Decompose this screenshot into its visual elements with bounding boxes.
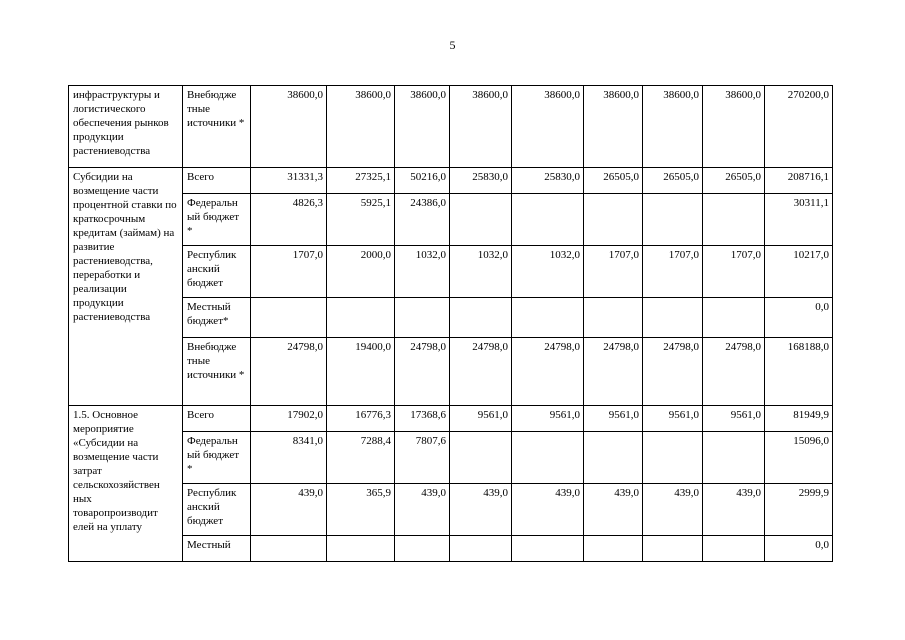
value-cell: [327, 298, 395, 338]
value-cell: [251, 536, 327, 562]
total-cell: 10217,0: [765, 246, 833, 298]
value-cell: 2000,0: [327, 246, 395, 298]
total-cell: 270200,0: [765, 86, 833, 168]
value-cell: 19400,0: [327, 338, 395, 406]
value-cell: 38600,0: [450, 86, 512, 168]
value-cell: 24798,0: [450, 338, 512, 406]
value-cell: 9561,0: [584, 406, 643, 432]
value-cell: [703, 194, 765, 246]
value-cell: 1707,0: [251, 246, 327, 298]
value-cell: 24798,0: [703, 338, 765, 406]
value-cell: [643, 432, 703, 484]
value-cell: 38600,0: [512, 86, 584, 168]
funding-source: Внебюдже тные источники *: [183, 338, 251, 406]
value-cell: [512, 432, 584, 484]
value-cell: 439,0: [584, 484, 643, 536]
value-cell: 27325,1: [327, 168, 395, 194]
value-cell: 24798,0: [643, 338, 703, 406]
funding-source: Местный бюджет*: [183, 298, 251, 338]
value-cell: 7288,4: [327, 432, 395, 484]
value-cell: [643, 194, 703, 246]
value-cell: 38600,0: [584, 86, 643, 168]
value-cell: [703, 536, 765, 562]
value-cell: 9561,0: [450, 406, 512, 432]
value-cell: [584, 194, 643, 246]
total-cell: 0,0: [765, 536, 833, 562]
value-cell: 1707,0: [703, 246, 765, 298]
value-cell: 24798,0: [584, 338, 643, 406]
value-cell: [395, 536, 450, 562]
value-cell: 439,0: [512, 484, 584, 536]
value-cell: [327, 536, 395, 562]
total-cell: 30311,1: [765, 194, 833, 246]
total-cell: 208716,1: [765, 168, 833, 194]
value-cell: 24798,0: [251, 338, 327, 406]
value-cell: 8341,0: [251, 432, 327, 484]
measure-description: инфраструктуры и логистического обеспечения рынков продукции растениеводства: [69, 86, 183, 168]
value-cell: 17368,6: [395, 406, 450, 432]
funding-source: Внебюдже тные источники *: [183, 86, 251, 168]
value-cell: [703, 432, 765, 484]
value-cell: 1707,0: [643, 246, 703, 298]
table-row: [69, 484, 833, 536]
value-cell: 25830,0: [450, 168, 512, 194]
value-cell: [703, 298, 765, 338]
value-cell: 9561,0: [512, 406, 584, 432]
value-cell: [512, 194, 584, 246]
value-cell: 9561,0: [703, 406, 765, 432]
value-cell: [450, 194, 512, 246]
value-cell: 16776,3: [327, 406, 395, 432]
funding-source: Республик анский бюджет: [183, 484, 251, 536]
value-cell: 38600,0: [327, 86, 395, 168]
measure-description: Субсидии на возмещение части процентной ставки по краткосрочным кредитам (займам) на развитие растениеводства, переработки и реализации продукции растениеводства: [69, 168, 183, 406]
funding-source: Всего: [183, 168, 251, 194]
value-cell: 1032,0: [512, 246, 584, 298]
value-cell: 25830,0: [512, 168, 584, 194]
total-cell: 2999,9: [765, 484, 833, 536]
total-cell: 15096,0: [765, 432, 833, 484]
value-cell: [395, 298, 450, 338]
value-cell: 5925,1: [327, 194, 395, 246]
total-cell: 0,0: [765, 298, 833, 338]
value-cell: [643, 536, 703, 562]
table-row: [69, 338, 833, 406]
value-cell: [643, 298, 703, 338]
value-cell: 31331,3: [251, 168, 327, 194]
funding-source: Федеральн ый бюджет *: [183, 432, 251, 484]
value-cell: 24386,0: [395, 194, 450, 246]
value-cell: 26505,0: [643, 168, 703, 194]
total-cell: 81949,9: [765, 406, 833, 432]
funding-source: Федеральн ый бюджет *: [183, 194, 251, 246]
funding-source: Республик анский бюджет: [183, 246, 251, 298]
value-cell: [512, 298, 584, 338]
value-cell: 439,0: [251, 484, 327, 536]
value-cell: 24798,0: [395, 338, 450, 406]
value-cell: 7807,6: [395, 432, 450, 484]
value-cell: [450, 298, 512, 338]
value-cell: 38600,0: [395, 86, 450, 168]
table-row: [69, 246, 833, 298]
table-row: [69, 168, 833, 194]
value-cell: 50216,0: [395, 168, 450, 194]
value-cell: 38600,0: [703, 86, 765, 168]
value-cell: 1032,0: [450, 246, 512, 298]
value-cell: 439,0: [450, 484, 512, 536]
value-cell: [584, 536, 643, 562]
table-row: [69, 194, 833, 246]
funding-source: Местный: [183, 536, 251, 562]
value-cell: [584, 298, 643, 338]
funding-source: Всего: [183, 406, 251, 432]
total-cell: 168188,0: [765, 338, 833, 406]
value-cell: 38600,0: [251, 86, 327, 168]
value-cell: [512, 536, 584, 562]
value-cell: [450, 432, 512, 484]
value-cell: 439,0: [703, 484, 765, 536]
table-row: [69, 536, 833, 562]
value-cell: 4826,3: [251, 194, 327, 246]
value-cell: 24798,0: [512, 338, 584, 406]
measure-description: 1.5. Основное мероприятие «Субсидии на возмещение части затрат сельскохозяйствен ных товаропроизводит елей на уплату: [69, 406, 183, 562]
value-cell: 439,0: [643, 484, 703, 536]
value-cell: [450, 536, 512, 562]
budget-table: [68, 85, 833, 562]
value-cell: [584, 432, 643, 484]
value-cell: 26505,0: [584, 168, 643, 194]
table-row: [69, 298, 833, 338]
value-cell: 439,0: [395, 484, 450, 536]
table-row: [69, 432, 833, 484]
value-cell: 38600,0: [643, 86, 703, 168]
value-cell: 365,9: [327, 484, 395, 536]
page-number: 5: [449, 38, 456, 52]
value-cell: 1707,0: [584, 246, 643, 298]
value-cell: 9561,0: [643, 406, 703, 432]
table-row: [69, 406, 833, 432]
value-cell: 1032,0: [395, 246, 450, 298]
value-cell: 26505,0: [703, 168, 765, 194]
value-cell: 17902,0: [251, 406, 327, 432]
table-row: [69, 86, 833, 168]
value-cell: [251, 298, 327, 338]
